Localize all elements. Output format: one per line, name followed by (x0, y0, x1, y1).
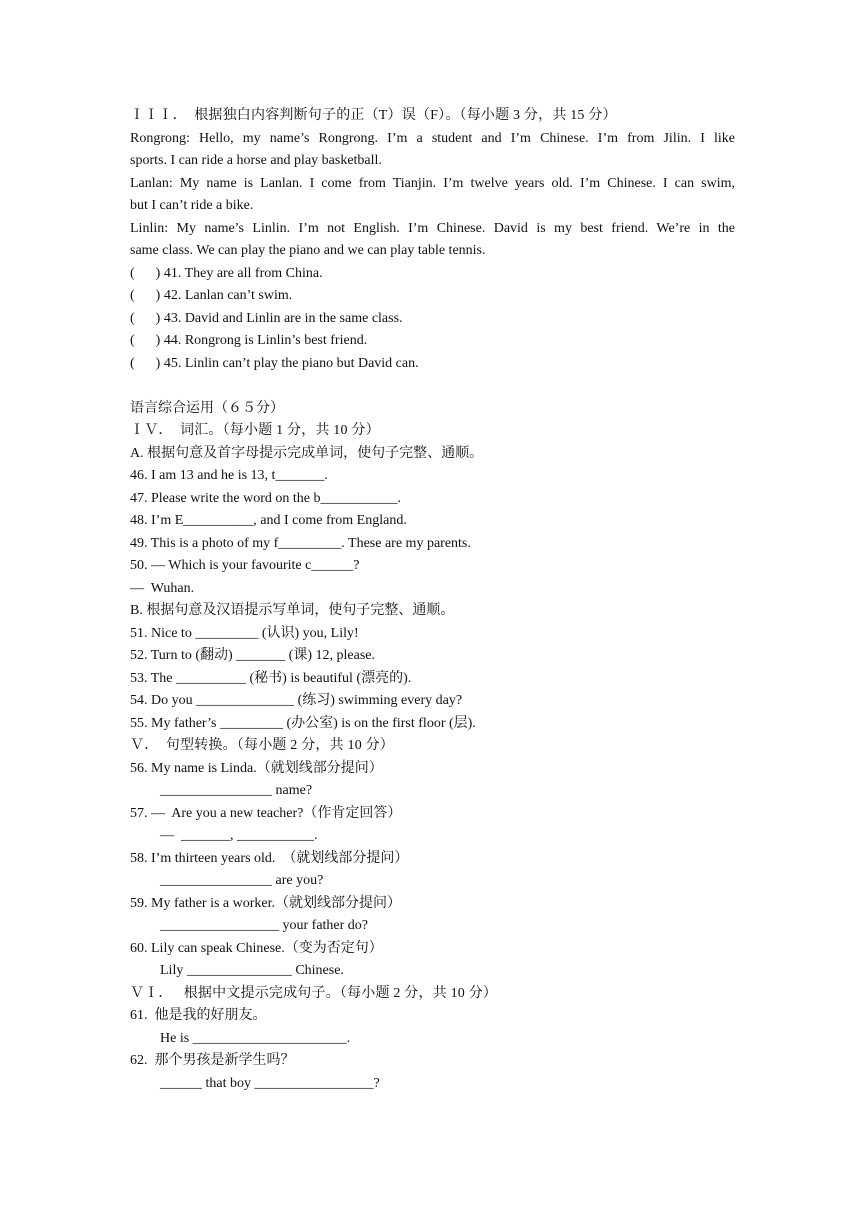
question-48: 48. I’m E__________, and I come from England. (130, 513, 407, 528)
worksheet-page (130, 105, 735, 1095)
answer-line-61: He is ______________________. (160, 1030, 351, 1046)
monologue-linlin-line-1: Linlin: My name’s Linlin. I’m not English. I’m Chinese. David is my best friend. We’re in the (130, 220, 735, 236)
question-57: 57. — Are you a new teacher?（作肯定回答） (130, 805, 402, 821)
monologue-lanlan-line-1: Lanlan: My name is Lanlan. I come from Tianjin. I’m twelve years old. I’m Chinese. I can swim, (130, 175, 735, 191)
section-iv-a-instruction: A. 根据句意及首字母提示完成单词，使句子完整、通顺。 (130, 445, 484, 461)
monologue-lanlan-line-2: but I can’t ride a bike. (130, 198, 254, 213)
answer-line-62: ______ that boy _________________? (160, 1075, 380, 1091)
answer-line-57: — _______, ___________. (160, 828, 318, 843)
question-53: 53. The __________ (秘书) is beautiful (漂亮的). (130, 670, 412, 686)
question-62: 62. 那个男孩是新学生吗？ (130, 1053, 295, 1068)
question-44: ( ) 44. Rongrong is Linlin’s best friend. (130, 333, 368, 348)
question-61: 61. 他是我的好朋友。 (130, 1008, 267, 1023)
question-60: 60. Lily can speak Chinese.（变为否定句） (130, 940, 383, 956)
question-56: 56. My name is Linda.（就划线部分提问） (130, 760, 383, 776)
question-45: ( ) 45. Linlin can’t play the piano but David can. (130, 355, 419, 371)
question-59: 59. My father is a worker.（就划线部分提问） (130, 895, 402, 911)
question-52: 52. Turn to (翻动) _______ (课) 12, please. (130, 648, 375, 663)
question-46: 46. I am 13 and he is 13, t_______. (130, 468, 328, 483)
section-vi-title: ＶＩ． 根据中文提示完成句子。（每小题 2 分，共 10 分） (130, 985, 498, 1001)
question-58: 58. I’m thirteen years old. （就划线部分提问） (130, 850, 409, 866)
monologue-rongrong-line-2: sports. I can ride a horse and play basketball. (130, 153, 382, 168)
monologue-rongrong-line-1: Rongrong: Hello, my name’s Rongrong. I’m a student and I’m Chinese. I’m from Jilin. I like (130, 130, 735, 146)
section-iv-b-instruction: B. 根据句意及汉语提示写单词，使句子完整、通顺。 (130, 603, 455, 618)
section-iii-title: ＩＩＩ． 根据独白内容判断句子的正（T）误（F）。（每小题 3 分，共 15 分） (130, 108, 617, 123)
answer-line-59: _________________ your father do? (160, 918, 369, 933)
question-43: ( ) 43. David and Linlin are in the same class. (130, 310, 403, 326)
question-51: 51. Nice to _________ (认识) you, Lily! (130, 625, 359, 641)
question-55: 55. My father’s _________ (办公室) is on the first floor (层). (130, 715, 476, 731)
part-heading: 语言综合运用（６５分） (130, 400, 284, 416)
monologue-linlin-line-2: same class. We can play the piano and we can play table tennis. (130, 243, 486, 258)
question-42: ( ) 42. Lanlan can’t swim. (130, 288, 293, 303)
question-54: 54. Do you ______________ (练习) swimming every day? (130, 693, 463, 708)
spacer (130, 375, 735, 398)
question-41: ( ) 41. They are all from China. (130, 265, 323, 281)
answer-line-60: Lily _______________ Chinese. (160, 963, 344, 978)
question-49: 49. This is a photo of my f_________. These are my parents. (130, 535, 471, 551)
answer-line-58: ________________ are you? (160, 873, 324, 888)
section-iv-title: ＩＶ． 词汇。（每小题 1 分，共 10 分） (130, 423, 380, 438)
question-50-answer: — Wuhan. (130, 580, 195, 596)
answer-line-56: ________________ name? (160, 783, 313, 798)
question-50: 50. — Which is your favourite c______? (130, 558, 360, 573)
question-47: 47. Please write the word on the b___________. (130, 490, 402, 506)
section-v-title: Ｖ． 句型转换。（每小题 2 分，共 10 分） (130, 738, 394, 753)
